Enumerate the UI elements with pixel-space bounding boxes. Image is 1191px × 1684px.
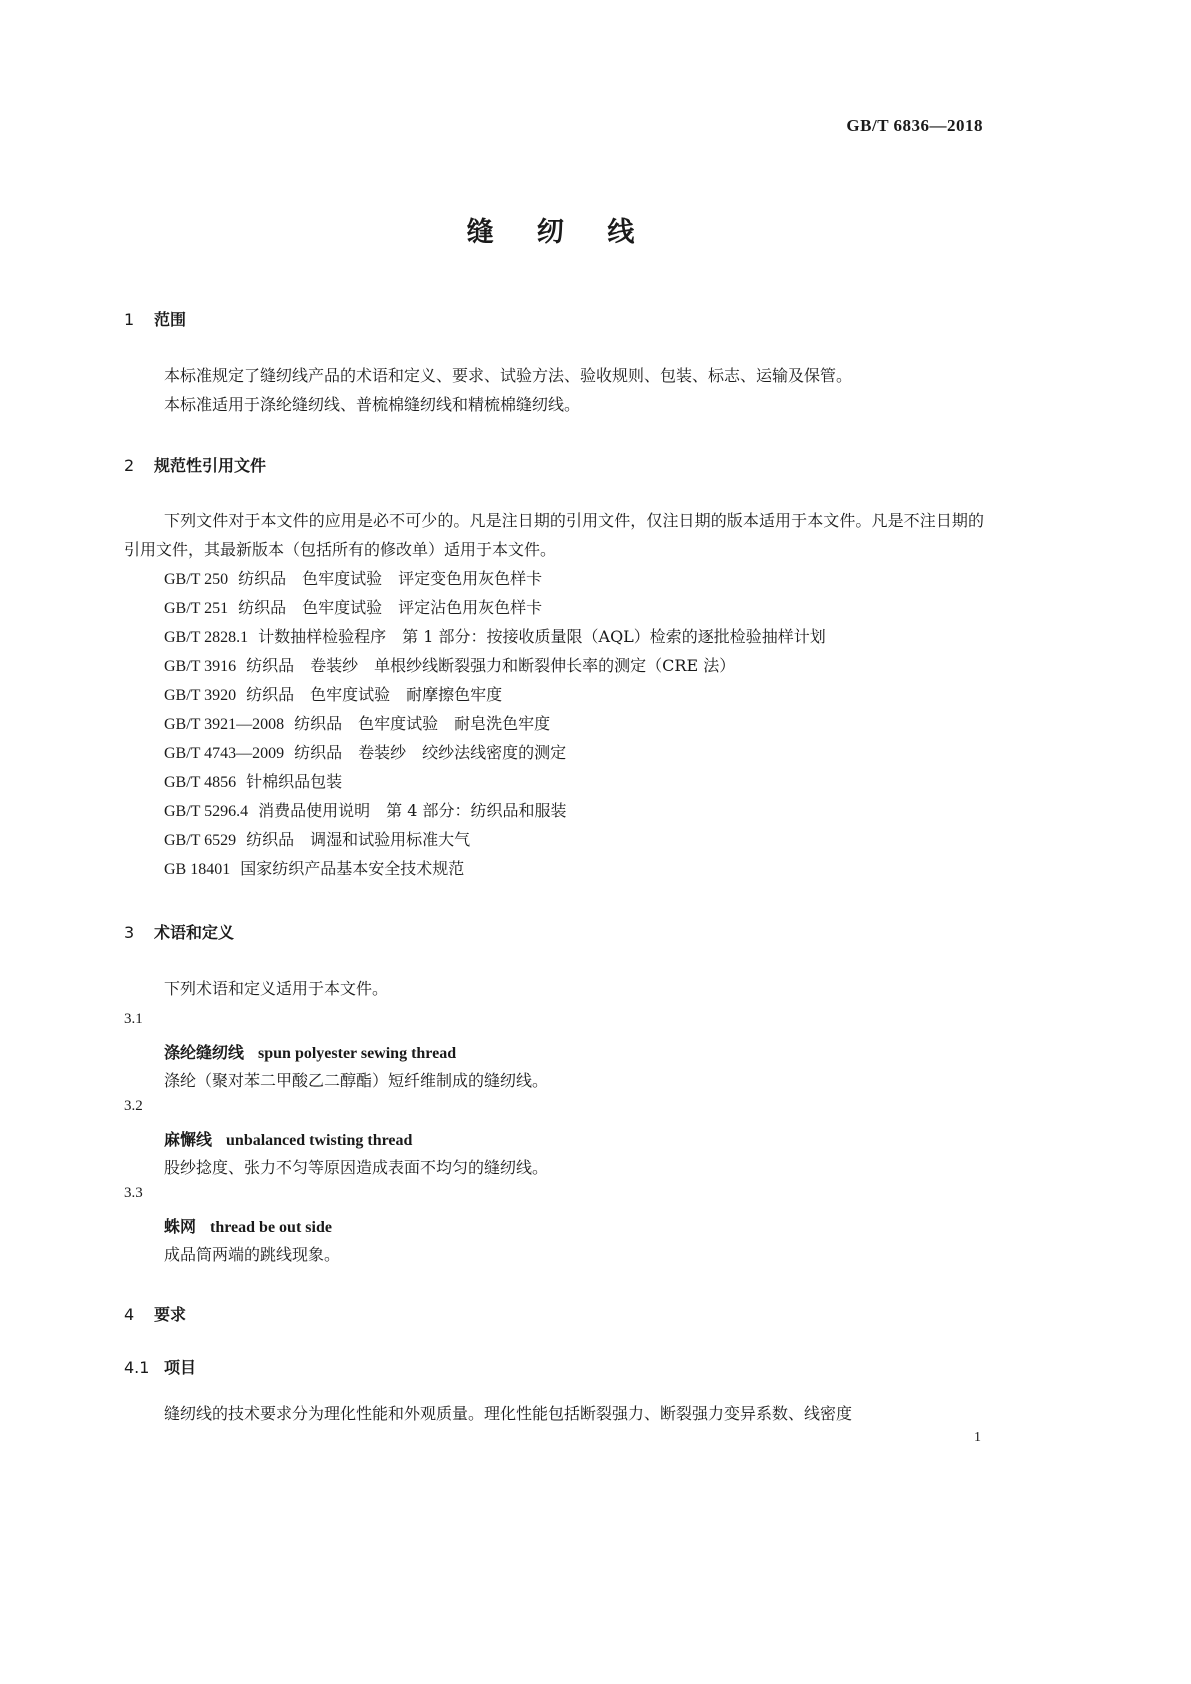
reference-code: GB/T 6529 [164, 832, 237, 849]
section-3-intro: 下列术语和定义适用于本文件。 [164, 979, 389, 998]
reference-title: 纺织品 色牢度试验 耐皂洗色牢度 [294, 714, 551, 733]
reference-item [164, 651, 826, 680]
reference-code: GB/T 250 [164, 571, 229, 588]
normative-reference-list [164, 564, 826, 883]
section-title: 项目 [164, 1358, 197, 1377]
reference-code: GB/T 3921—2008 [164, 716, 285, 733]
term-number: 3.2 [124, 1098, 143, 1114]
term-name-en: thread be out side [210, 1219, 332, 1236]
section-number: 1 [124, 310, 135, 329]
section-3-heading [124, 920, 234, 943]
term-name-en: spun polyester sewing thread [258, 1045, 457, 1062]
reference-code: GB/T 2828.1 [164, 629, 249, 646]
reference-item [164, 738, 826, 767]
term-name-en: unbalanced twisting thread [226, 1132, 413, 1149]
term-definition: 成品筒两端的跳线现象。 [164, 1245, 341, 1264]
section-1-para-1: 本标准规定了缝纫线产品的术语和定义、要求、试验方法、验收规则、包装、标志、运输及保管。 [164, 366, 853, 385]
section-2-intro: 下列文件对于本文件的应用是必不可少的。凡是注日期的引用文件，仅注日期的版本适用于本文件。凡是不注日期的引用文件，其最新版本（包括所有的修改单）适用于本文件。 [124, 511, 984, 559]
section-title: 术语和定义 [154, 923, 235, 942]
page-number: 1 [974, 1430, 981, 1445]
term-name [164, 1214, 332, 1237]
reference-title: 纺织品 色牢度试验 耐摩擦色牢度 [246, 685, 503, 704]
reference-code: GB 18401 [164, 861, 231, 878]
reference-title: 纺织品 色牢度试验 评定变色用灰色样卡 [238, 569, 543, 588]
term-name-zh: 蛛网 [164, 1217, 197, 1236]
section-title: 要求 [154, 1305, 187, 1324]
reference-title: 计数抽样检验程序 第 1 部分：按接收质量限（AQL）检索的逐批检验抽样计划 [258, 627, 826, 646]
reference-item [164, 854, 826, 883]
term-name-zh: 麻懈线 [164, 1130, 213, 1149]
standard-id: GB/T 6836—2018 [846, 116, 983, 135]
section-4-1-para: 缝纫线的技术要求分为理化性能和外观质量。理化性能包括断裂强力、断裂强力变异系数、线密度 [164, 1404, 853, 1423]
subsection-4-1-heading [124, 1355, 196, 1378]
term-definition: 涤纶（聚对苯二甲酸乙二醇酯）短纤维制成的缝纫线。 [164, 1071, 549, 1090]
reference-code: GB/T 5296.4 [164, 803, 249, 820]
reference-title: 纺织品 卷装纱 绞纱法线密度的测定 [294, 743, 567, 762]
term-number: 3.3 [124, 1185, 143, 1201]
section-2-heading [124, 453, 266, 476]
reference-item [164, 825, 826, 854]
section-number: 2 [124, 456, 135, 475]
reference-code: GB/T 3916 [164, 658, 237, 675]
reference-code: GB/T 3920 [164, 687, 237, 704]
section-title: 范围 [154, 310, 187, 329]
reference-code: GB/T 251 [164, 600, 229, 617]
section-4-heading [124, 1302, 186, 1325]
reference-title: 国家纺织产品基本安全技术规范 [240, 859, 465, 878]
term-name-zh: 涤纶缝纫线 [164, 1043, 245, 1062]
reference-item [164, 593, 826, 622]
reference-code: GB/T 4743—2009 [164, 745, 285, 762]
document-title: 缝 纫 线 [466, 217, 637, 248]
section-1-heading [124, 307, 186, 330]
term-name [164, 1040, 456, 1063]
reference-title: 纺织品 调湿和试验用标准大气 [246, 830, 471, 849]
reference-title: 纺织品 卷装纱 单根纱线断裂强力和断裂伸长率的测定（CRE 法） [246, 656, 736, 675]
reference-item [164, 680, 826, 709]
reference-item [164, 796, 826, 825]
section-number: 4 [124, 1305, 135, 1324]
reference-title: 消费品使用说明 第 4 部分：纺织品和服装 [258, 801, 567, 820]
section-number: 4.1 [124, 1358, 150, 1377]
reference-title: 针棉织品包装 [246, 772, 343, 791]
term-number: 3.1 [124, 1011, 143, 1027]
reference-item [164, 622, 826, 651]
reference-title: 纺织品 色牢度试验 评定沾色用灰色样卡 [238, 598, 543, 617]
term-name [164, 1127, 412, 1150]
reference-item [164, 564, 826, 593]
reference-item [164, 709, 826, 738]
section-title: 规范性引用文件 [154, 456, 267, 475]
reference-code: GB/T 4856 [164, 774, 237, 791]
section-number: 3 [124, 923, 135, 942]
term-definition: 股纱捻度、张力不匀等原因造成表面不均匀的缝纫线。 [164, 1158, 549, 1177]
section-1-para-2: 本标准适用于涤纶缝纫线、普梳棉缝纫线和精梳棉缝纫线。 [164, 395, 581, 414]
reference-item [164, 767, 826, 796]
